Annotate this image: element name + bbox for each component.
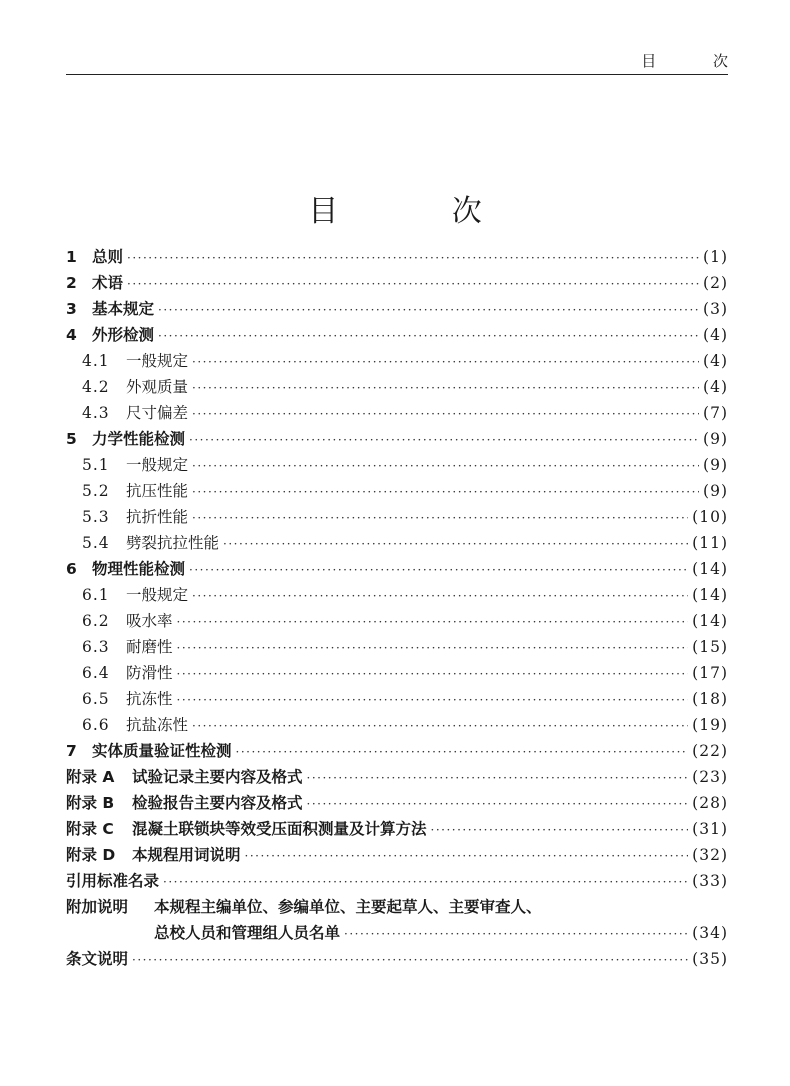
- toc-page: (14): [692, 560, 728, 578]
- toc-entry-3[interactable]: [66, 296, 728, 322]
- dot-leader: [177, 687, 689, 713]
- toc-entry-4[interactable]: [66, 322, 728, 348]
- toc-page: (15): [692, 638, 728, 656]
- toc-number: 7: [66, 742, 77, 760]
- toc-entry-5-3[interactable]: [66, 504, 728, 530]
- toc-entry-5-4[interactable]: [66, 530, 728, 556]
- toc-number: 2: [66, 274, 77, 292]
- dot-leader: [189, 557, 688, 583]
- toc-title: 总则: [92, 248, 124, 266]
- toc-title: 检验报告主要内容及格式: [132, 794, 303, 812]
- running-head: 目 次: [641, 52, 754, 70]
- toc-number: 6: [66, 560, 77, 578]
- toc-number: 6.4: [82, 664, 110, 682]
- toc-number: 附录 D: [66, 846, 116, 864]
- toc-page: (23): [692, 768, 728, 786]
- toc-page: (9): [703, 456, 728, 474]
- dot-leader: [158, 323, 699, 349]
- dot-leader: [344, 921, 688, 947]
- toc-title: 试验记录主要内容及格式: [132, 768, 303, 786]
- dot-leader: [245, 843, 689, 869]
- header-rule: [66, 74, 728, 75]
- toc-title: 劈裂抗拉性能: [126, 534, 220, 552]
- toc-page: (28): [692, 794, 728, 812]
- toc-number: 4.1: [82, 352, 110, 370]
- toc-entry-appendix-c[interactable]: [66, 816, 728, 842]
- toc-page: (14): [692, 612, 728, 630]
- toc-page: (31): [692, 820, 728, 838]
- toc-title: 吸水率: [126, 612, 173, 630]
- dot-leader: [192, 505, 688, 531]
- toc-page: (33): [692, 872, 728, 890]
- toc-entry-5-2[interactable]: [66, 478, 728, 504]
- toc-entry-appendix-d[interactable]: [66, 842, 728, 868]
- toc-entry-4-3[interactable]: [66, 400, 728, 426]
- toc-title: 引用标准名录: [66, 872, 160, 890]
- dot-leader: [189, 427, 699, 453]
- toc-entry-referenced-standards[interactable]: [66, 868, 728, 894]
- dot-leader: [177, 609, 689, 635]
- toc-page: (32): [692, 846, 728, 864]
- toc-title: 抗压性能: [126, 482, 189, 500]
- dot-leader: [192, 401, 699, 427]
- toc-number: 1: [66, 248, 77, 266]
- toc-entry-6-2[interactable]: [66, 608, 728, 634]
- toc-title: 外形检测: [92, 326, 155, 344]
- toc-page: (11): [692, 534, 728, 552]
- toc-entry-6[interactable]: [66, 556, 728, 582]
- toc-entry-4-2[interactable]: [66, 374, 728, 400]
- toc-entry-7[interactable]: [66, 738, 728, 764]
- toc-title: 防滑性: [126, 664, 173, 682]
- dot-leader: [127, 245, 699, 271]
- toc-page: (9): [703, 482, 728, 500]
- toc-page: (18): [692, 690, 728, 708]
- toc-number: 6.5: [82, 690, 110, 708]
- dot-leader: [192, 479, 699, 505]
- toc-number: 3: [66, 300, 77, 318]
- toc-title: 抗盐冻性: [126, 716, 189, 734]
- toc-page: (34): [692, 924, 728, 942]
- toc-page: (9): [703, 430, 728, 448]
- toc-entry-5-1[interactable]: [66, 452, 728, 478]
- toc-page: (4): [703, 378, 728, 396]
- dot-leader: [192, 453, 699, 479]
- toc-number: 附录 A: [66, 768, 115, 786]
- toc-title: 抗冻性: [126, 690, 173, 708]
- dot-leader: [132, 947, 688, 973]
- toc-page: (14): [692, 586, 728, 604]
- toc-title: 一般规定: [126, 352, 189, 370]
- toc-number: 附加说明: [66, 898, 129, 916]
- toc-page: (22): [692, 742, 728, 760]
- toc-entry-1[interactable]: [66, 244, 728, 270]
- toc-page: (17): [692, 664, 728, 682]
- toc-title: 混凝土联锁块等效受压面积测量及计算方法: [132, 820, 427, 838]
- toc-title: 耐磨性: [126, 638, 173, 656]
- toc-page: (1): [703, 248, 728, 266]
- page-title: 目 次: [308, 194, 534, 229]
- dot-leader: [177, 635, 689, 661]
- toc-title: 一般规定: [126, 456, 189, 474]
- toc-entry-additional-notes[interactable]: [66, 894, 728, 920]
- toc-title: 条文说明: [66, 950, 129, 968]
- toc-entry-appendix-b[interactable]: [66, 790, 728, 816]
- toc-number: 4.3: [82, 404, 110, 422]
- dot-leader: [431, 817, 689, 843]
- toc-entry-6-6[interactable]: [66, 712, 728, 738]
- toc-entry-explanation-of-provisions[interactable]: [66, 946, 728, 972]
- toc-page: (4): [703, 352, 728, 370]
- dot-leader: [307, 791, 689, 817]
- dot-leader: [127, 271, 699, 297]
- toc-number: 附录 C: [66, 820, 114, 838]
- toc-number: 5.2: [82, 482, 110, 500]
- toc-page: (4): [703, 326, 728, 344]
- dot-leader: [158, 297, 699, 323]
- toc-number: 5: [66, 430, 77, 448]
- dot-leader: [192, 375, 699, 401]
- toc-entry-additional-notes-cont[interactable]: [66, 920, 728, 946]
- toc-page: (10): [692, 508, 728, 526]
- toc-number: 6.3: [82, 638, 110, 656]
- toc-title: 实体质量验证性检测: [92, 742, 232, 760]
- toc-title: 尺寸偏差: [126, 404, 189, 422]
- toc-number: 6.1: [82, 586, 110, 604]
- toc-title: 基本规定: [92, 300, 155, 318]
- toc-title: 本规程用词说明: [132, 846, 241, 864]
- toc-page: (3): [703, 300, 728, 318]
- toc-number: 附录 B: [66, 794, 115, 812]
- toc-number: 5.3: [82, 508, 110, 526]
- dot-leader: [192, 349, 699, 375]
- toc-page: (2): [703, 274, 728, 292]
- toc-entry-appendix-a[interactable]: [66, 764, 728, 790]
- toc-title: 本规程主编单位、参编单位、主要起草人、主要审查人、: [154, 898, 542, 916]
- toc-number: 4: [66, 326, 77, 344]
- toc-title: 力学性能检测: [92, 430, 186, 448]
- table-of-contents: [66, 244, 728, 972]
- dot-leader: [177, 661, 689, 687]
- dot-leader: [192, 713, 688, 739]
- dot-leader: [307, 765, 689, 791]
- dot-leader: [192, 583, 688, 609]
- toc-entry-5[interactable]: [66, 426, 728, 452]
- toc-title: 一般规定: [126, 586, 189, 604]
- toc-entry-6-5[interactable]: [66, 686, 728, 712]
- toc-entry-6-3[interactable]: [66, 634, 728, 660]
- toc-title: 物理性能检测: [92, 560, 186, 578]
- toc-number: 5.1: [82, 456, 110, 474]
- dot-leader: [236, 739, 689, 765]
- toc-entry-6-1[interactable]: [66, 582, 728, 608]
- toc-entry-2[interactable]: [66, 270, 728, 296]
- toc-page: (19): [692, 716, 728, 734]
- dot-leader: [163, 869, 688, 895]
- dot-leader: [223, 531, 688, 557]
- toc-title: 抗折性能: [126, 508, 189, 526]
- toc-page: (7): [703, 404, 728, 422]
- toc-title-continued: 总校人员和管理组人员名单: [154, 924, 341, 942]
- toc-number: 6.6: [82, 716, 110, 734]
- toc-number: 4.2: [82, 378, 110, 396]
- toc-number: 6.2: [82, 612, 110, 630]
- toc-number: 5.4: [82, 534, 110, 552]
- toc-page: (35): [692, 950, 728, 968]
- toc-entry-4-1[interactable]: [66, 348, 728, 374]
- toc-title: 术语: [92, 274, 124, 292]
- toc-title: 外观质量: [126, 378, 189, 396]
- toc-entry-6-4[interactable]: [66, 660, 728, 686]
